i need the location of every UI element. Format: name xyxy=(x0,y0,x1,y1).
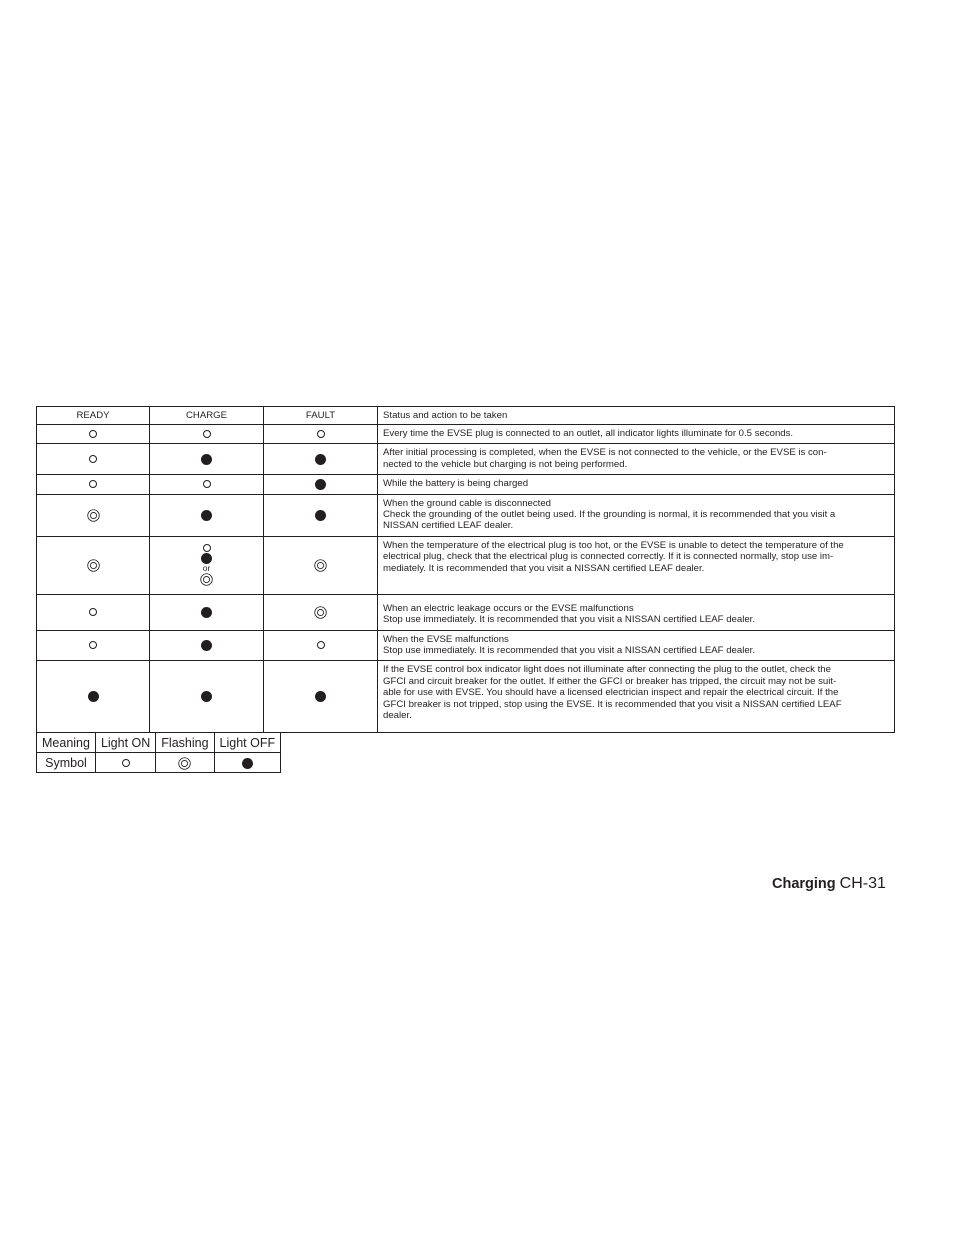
description-line: When the EVSE malfunctions xyxy=(383,633,509,645)
description-line: NISSAN certified LEAF dealer. xyxy=(383,520,514,532)
ready-cell xyxy=(37,475,150,494)
legend-meaning-label: Meaning xyxy=(37,733,96,753)
light-off-icon xyxy=(201,607,212,618)
light-on-icon xyxy=(203,430,211,438)
light-on-icon xyxy=(203,544,211,552)
description-line: electrical plug, check that the electrical plug is connected correctly. If it is connected normally, stop use im- xyxy=(383,551,834,563)
footer-page-number: CH-31 xyxy=(839,875,886,892)
charge-cell xyxy=(150,494,264,536)
indicator-status-table xyxy=(36,406,895,733)
status-description xyxy=(378,475,895,494)
header-fault: FAULT xyxy=(264,407,378,425)
light-on-icon xyxy=(89,641,97,649)
flashing-icon xyxy=(178,757,191,770)
status-description xyxy=(378,594,895,630)
charge-cell xyxy=(150,536,264,594)
ready-cell xyxy=(37,661,150,733)
fault-cell xyxy=(264,536,378,594)
status-description xyxy=(378,494,895,536)
table-row xyxy=(37,630,895,661)
description-line: GFCI breaker is not tripped, stop using the EVSE. It is recommended that you visit a NISSAN certified LEAF xyxy=(383,698,842,710)
flashing-icon xyxy=(314,606,327,619)
charge-cell xyxy=(150,475,264,494)
page-footer xyxy=(772,875,886,893)
description-line: When the temperature of the electrical plug is too hot, or the EVSE is unable to detect the temperature of the xyxy=(383,539,844,551)
ready-cell xyxy=(37,630,150,661)
fault-cell xyxy=(264,630,378,661)
light-on-icon xyxy=(122,759,130,767)
footer-section-title: Charging xyxy=(772,876,836,892)
description-line: dealer. xyxy=(383,710,412,722)
light-on-icon xyxy=(89,608,97,616)
description-line: When the ground cable is disconnected xyxy=(383,497,551,509)
legend-symbol-row xyxy=(37,753,281,773)
fault-cell xyxy=(264,594,378,630)
status-description xyxy=(378,425,895,444)
charge-cell xyxy=(150,661,264,733)
table-row xyxy=(37,475,895,494)
flashing-icon xyxy=(200,573,213,586)
status-description xyxy=(378,630,895,661)
ready-cell xyxy=(37,536,150,594)
charge-cell xyxy=(150,444,264,475)
flashing-icon xyxy=(87,509,100,522)
or-label: or xyxy=(202,563,211,574)
description-line: able for use with EVSE. You should have a licensed electrician inspect and repair the electrical circuit. If the xyxy=(383,687,839,699)
legend-light-on-symbol xyxy=(95,753,155,773)
light-off-icon xyxy=(315,691,326,702)
charge-cell xyxy=(150,630,264,661)
legend-light-on-label: Light ON xyxy=(95,733,155,753)
ready-cell xyxy=(37,494,150,536)
table-row xyxy=(37,444,895,475)
flashing-icon xyxy=(87,559,100,572)
description-line: Every time the EVSE plug is connected to an outlet, all indicator lights illuminate for 0.5 seconds. xyxy=(383,428,794,439)
header-status: Status and action to be taken xyxy=(378,407,895,425)
header-ready: READY xyxy=(37,407,150,425)
light-off-icon xyxy=(201,510,212,521)
ready-cell xyxy=(37,444,150,475)
table-row xyxy=(37,494,895,536)
light-on-icon xyxy=(89,430,97,438)
description-line: When an electric leakage occurs or the EVSE malfunctions xyxy=(383,602,634,614)
table-header-row xyxy=(37,407,895,425)
status-description xyxy=(378,536,895,594)
description-line: Check the grounding of the outlet being used. If the grounding is normal, it is recommended that you visit a xyxy=(383,509,836,521)
legend-flashing-label: Flashing xyxy=(156,733,214,753)
ready-cell xyxy=(37,594,150,630)
fault-cell xyxy=(264,425,378,444)
light-on-icon xyxy=(317,641,325,649)
description-line: Stop use immediately. It is recommended that you visit a NISSAN certified LEAF dealer. xyxy=(383,614,756,626)
description-line: mediately. It is recommended that you visit a NISSAN certified LEAF dealer. xyxy=(383,562,705,574)
status-description xyxy=(378,444,895,475)
fault-cell xyxy=(264,475,378,494)
charge-cell xyxy=(150,594,264,630)
description-line: Stop use immediately. It is recommended that you visit a NISSAN certified LEAF dealer. xyxy=(383,645,756,657)
light-off-icon xyxy=(88,691,99,702)
light-off-icon xyxy=(201,691,212,702)
legend-flashing-symbol xyxy=(156,753,214,773)
light-on-icon xyxy=(203,480,211,488)
light-off-icon xyxy=(201,640,212,651)
light-on-icon xyxy=(89,455,97,463)
legend-light-off-label: Light OFF xyxy=(214,733,281,753)
description-line: GFCI and circuit breaker for the outlet. If either the GFCI or breaker has tripped, the circuit may not be suit- xyxy=(383,675,837,687)
charge-symbol-stack xyxy=(200,544,213,586)
fault-cell xyxy=(264,661,378,733)
legend-symbol-label: Symbol xyxy=(37,753,96,773)
fault-cell xyxy=(264,494,378,536)
light-off-icon xyxy=(315,510,326,521)
ready-cell xyxy=(37,425,150,444)
description-line: nected to the vehicle but charging is not being performed. xyxy=(383,458,628,470)
header-charge: CHARGE xyxy=(150,407,264,425)
table-row xyxy=(37,536,895,594)
flashing-icon xyxy=(314,559,327,572)
light-on-icon xyxy=(89,480,97,488)
symbol-legend-table xyxy=(36,732,281,773)
table-row xyxy=(37,594,895,630)
description-line: While the battery is being charged xyxy=(383,478,529,490)
status-description xyxy=(378,661,895,733)
legend-meaning-row xyxy=(37,733,281,753)
fault-cell xyxy=(264,444,378,475)
light-off-icon xyxy=(242,758,253,769)
charge-cell xyxy=(150,425,264,444)
light-off-icon xyxy=(315,479,326,490)
light-on-icon xyxy=(317,430,325,438)
light-off-icon xyxy=(315,454,326,465)
table-row xyxy=(37,425,895,444)
legend-light-off-symbol xyxy=(214,753,281,773)
description-line: After initial processing is completed, when the EVSE is not connected to the vehicle, or the EVSE is con- xyxy=(383,447,827,459)
light-off-icon xyxy=(201,454,212,465)
description-line: If the EVSE control box indicator light does not illuminate after connecting the plug to the outlet, check the xyxy=(383,664,831,676)
table-row xyxy=(37,661,895,733)
